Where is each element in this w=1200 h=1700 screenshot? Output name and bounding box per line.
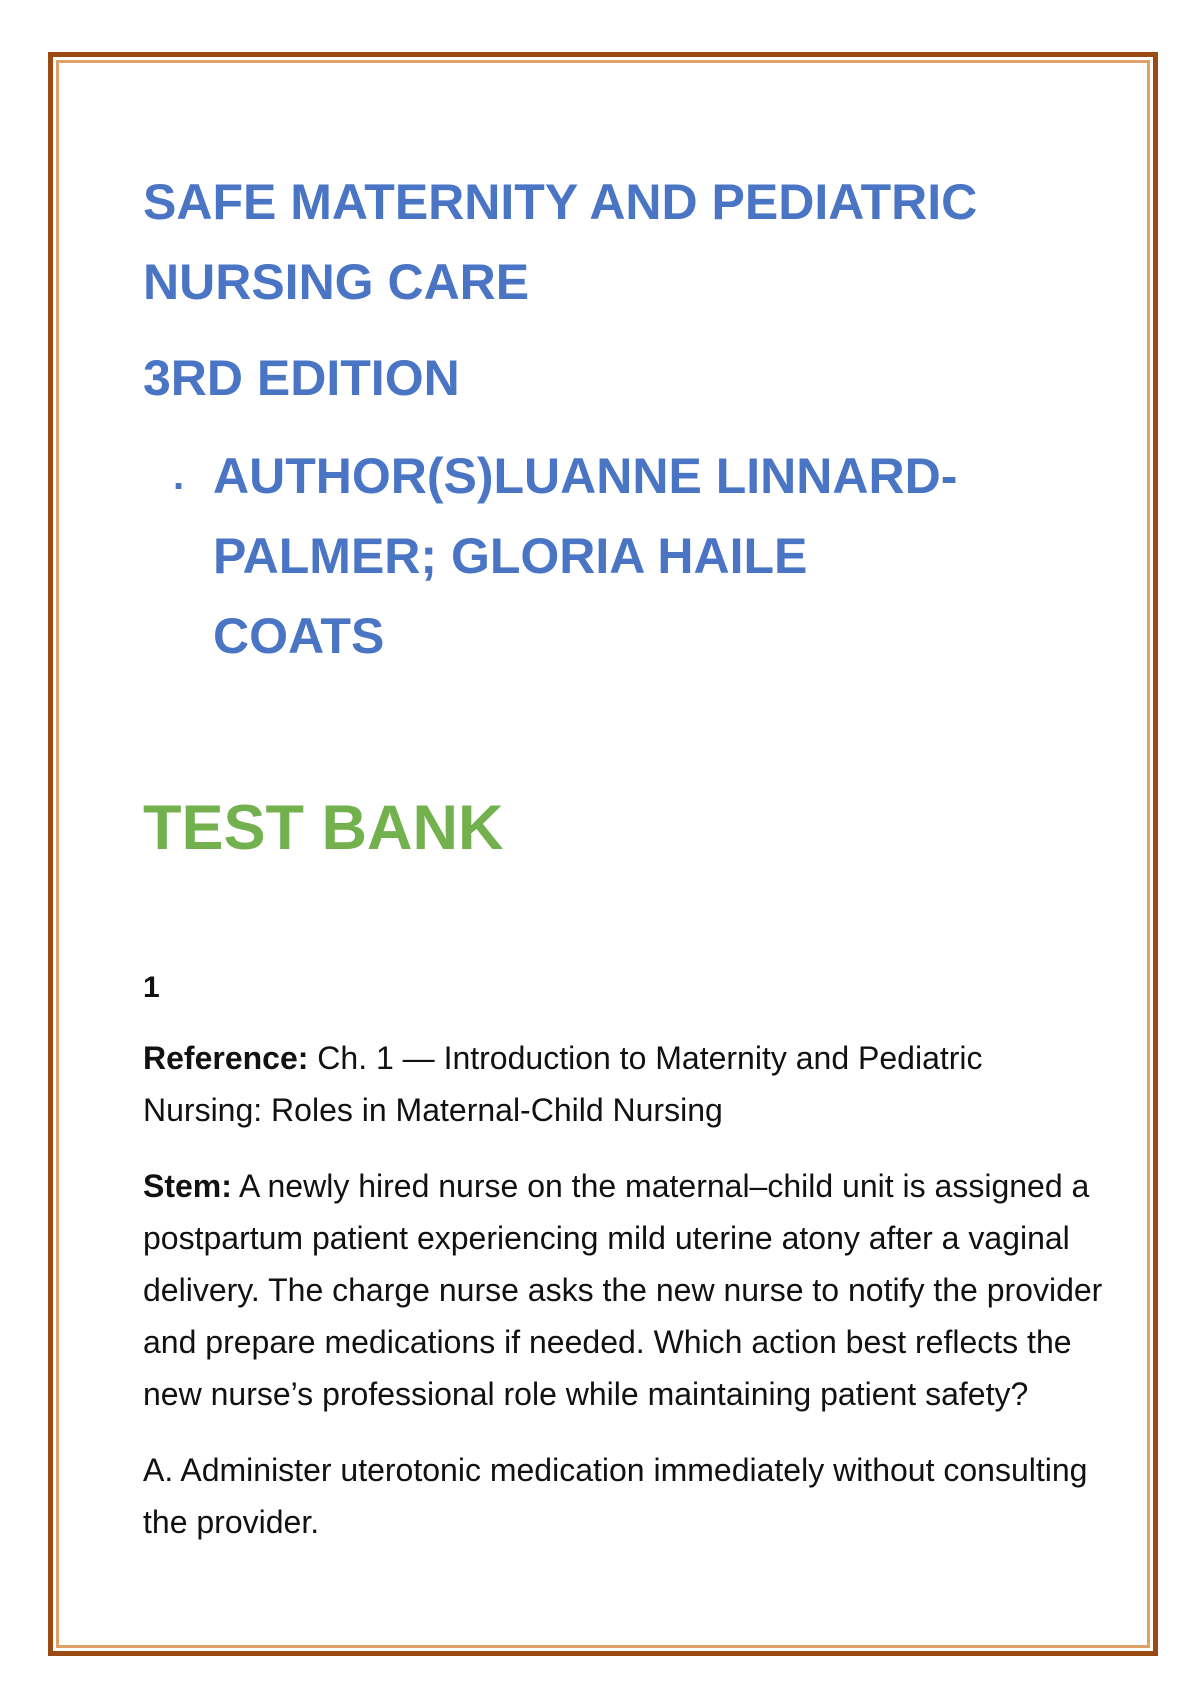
reference-label: Reference: [143, 1040, 309, 1076]
stem-label: Stem: [143, 1168, 232, 1204]
question-number: 1 [143, 971, 160, 1004]
edition-label: 3RD EDITION [143, 350, 460, 406]
bullet-icon: . [173, 454, 185, 498]
book-title: SAFE MATERNITY AND PEDIATRIC NURSING CARE [143, 174, 978, 310]
stem-text: A newly hired nurse on the maternal–child unit is assigned a postpartum patient experiencing mild uterine atony after a vaginal delivery. The charge nurse asks the new nurse to notify the provider and prepare medications if needed. Which action best reflects the new nurse’s professional role while maintaining patient safety? [143, 1168, 1103, 1412]
section-heading: TEST BANK [143, 793, 504, 863]
page-content [143, 162, 1103, 1548]
page-border [48, 52, 1158, 1656]
reference-text: Ch. 1 — Introduction to Maternity and Pediatric Nursing: Roles in Maternal-Child Nursing [143, 1040, 983, 1128]
question-reference [143, 1032, 1103, 1136]
authors-text: AUTHOR(S)LUANNE LINNARD-PALMER; GLORIA HAILE COATS [213, 448, 958, 664]
question-stem [143, 1160, 1103, 1420]
authors-line [173, 436, 973, 676]
answer-option-a: A. Administer uterotonic medication immediately without consulting the provider. [143, 1452, 1088, 1540]
